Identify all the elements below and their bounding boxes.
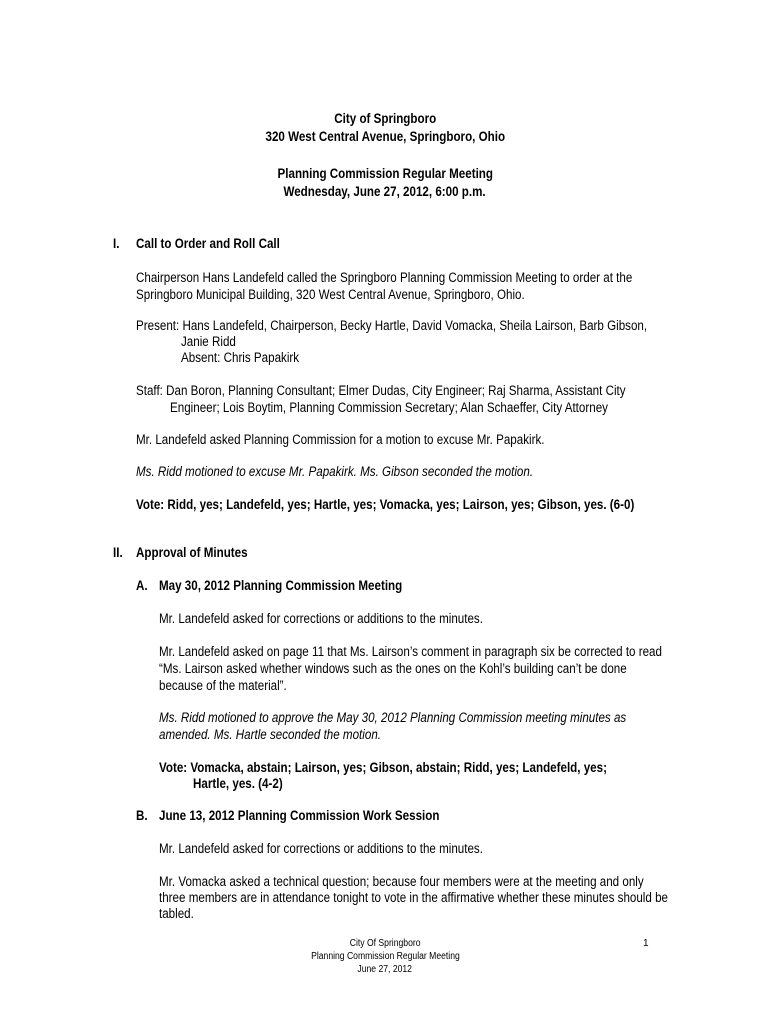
subsection-b-paragraph-1: Mr. Landefeld asked for corrections or additions to the minutes. (159, 841, 483, 856)
section-2-title: Approval of Minutes (136, 545, 248, 560)
present-line-2: Janie Ridd (181, 334, 236, 349)
subsection-a-motion-line-1: Ms. Ridd motioned to approve the May 30, 2012 Planning Commission meeting minutes as (159, 710, 627, 725)
footer-line-3: June 27, 2012 (357, 964, 413, 975)
subsection-b-paragraph-2-line-2: three members are in attendance tonight to vote in the affirmative whether these minutes should be (159, 890, 668, 905)
staff-line-2: Engineer; Lois Boytim, Planning Commission Secretary; Alan Schaeffer, City Attorney (170, 400, 608, 415)
motion-text: Ms. Ridd motioned to excuse Mr. Papakirk. Ms. Gibson seconded the motion. (136, 464, 534, 479)
subsection-b-paragraph-2-line-1: Mr. Vomacka asked a technical question; because four members were at the meeting and only (159, 874, 644, 889)
staff-line-1: Staff: Dan Boron, Planning Consultant; Elmer Dudas, City Engineer; Raj Sharma, Assistant City (136, 383, 626, 398)
header-org: City of Springboro (334, 111, 436, 126)
subsection-a-motion-line-2: amended. Ms. Hartle seconded the motion. (159, 727, 382, 742)
subsection-a-vote-line-2: Hartle, yes. (4-2) (193, 776, 283, 791)
section-2-number: II. (113, 545, 123, 560)
subsection-a-paragraph-2-line-2: “Ms. Lairson asked whether windows such as the ones on the Kohl’s building can’t be done (159, 661, 627, 676)
footer-line-1: City Of Springboro (349, 938, 421, 949)
subsection-a-letter: A. (136, 578, 148, 593)
page-number: 1 (643, 938, 649, 949)
present-line-1: Present: Hans Landefeld, Chairperson, Becky Hartle, David Vomacka, Sheila Lairson, Barb Gibson, (136, 318, 648, 333)
call-to-order-line-1: Chairperson Hans Landefeld called the Springboro Planning Commission Meeting to order at the (136, 270, 633, 285)
motion-request: Mr. Landefeld asked Planning Commission for a motion to excuse Mr. Papakirk. (136, 432, 545, 447)
subsection-a-paragraph-1: Mr. Landefeld asked for corrections or additions to the minutes. (159, 611, 483, 626)
call-to-order-line-2: Springboro Municipal Building, 320 West Central Avenue, Springboro, Ohio. (136, 287, 525, 302)
section-1-title: Call to Order and Roll Call (136, 236, 280, 251)
vote-text: Vote: Ridd, yes; Landefeld, yes; Hartle, yes; Vomacka, yes; Lairson, yes; Gibson, yes. (6-0) (136, 497, 635, 512)
subsection-b-paragraph-2-line-3: tabled. (159, 906, 194, 921)
header-date: Wednesday, June 27, 2012, 6:00 p.m. (283, 184, 487, 199)
header-address: 320 West Central Avenue, Springboro, Ohio (265, 129, 505, 144)
subsection-b-letter: B. (136, 808, 148, 823)
header-meeting: Planning Commission Regular Meeting (277, 166, 493, 181)
subsection-a-vote-line-1: Vote: Vomacka, abstain; Lairson, yes; Gibson, abstain; Ridd, yes; Landefeld, yes; (159, 760, 607, 775)
subsection-a-title: May 30, 2012 Planning Commission Meeting (159, 578, 403, 593)
footer-line-2: Planning Commission Regular Meeting (310, 951, 460, 962)
absent-line: Absent: Chris Papakirk (181, 350, 300, 365)
subsection-a-paragraph-2-line-3: because of the material”. (159, 678, 287, 693)
subsection-a-paragraph-2-line-1: Mr. Landefeld asked on page 11 that Ms. Lairson’s comment in paragraph six be corrected to read (159, 644, 662, 659)
subsection-b-title: June 13, 2012 Planning Commission Work Session (159, 808, 440, 823)
section-1-number: I. (113, 236, 120, 251)
